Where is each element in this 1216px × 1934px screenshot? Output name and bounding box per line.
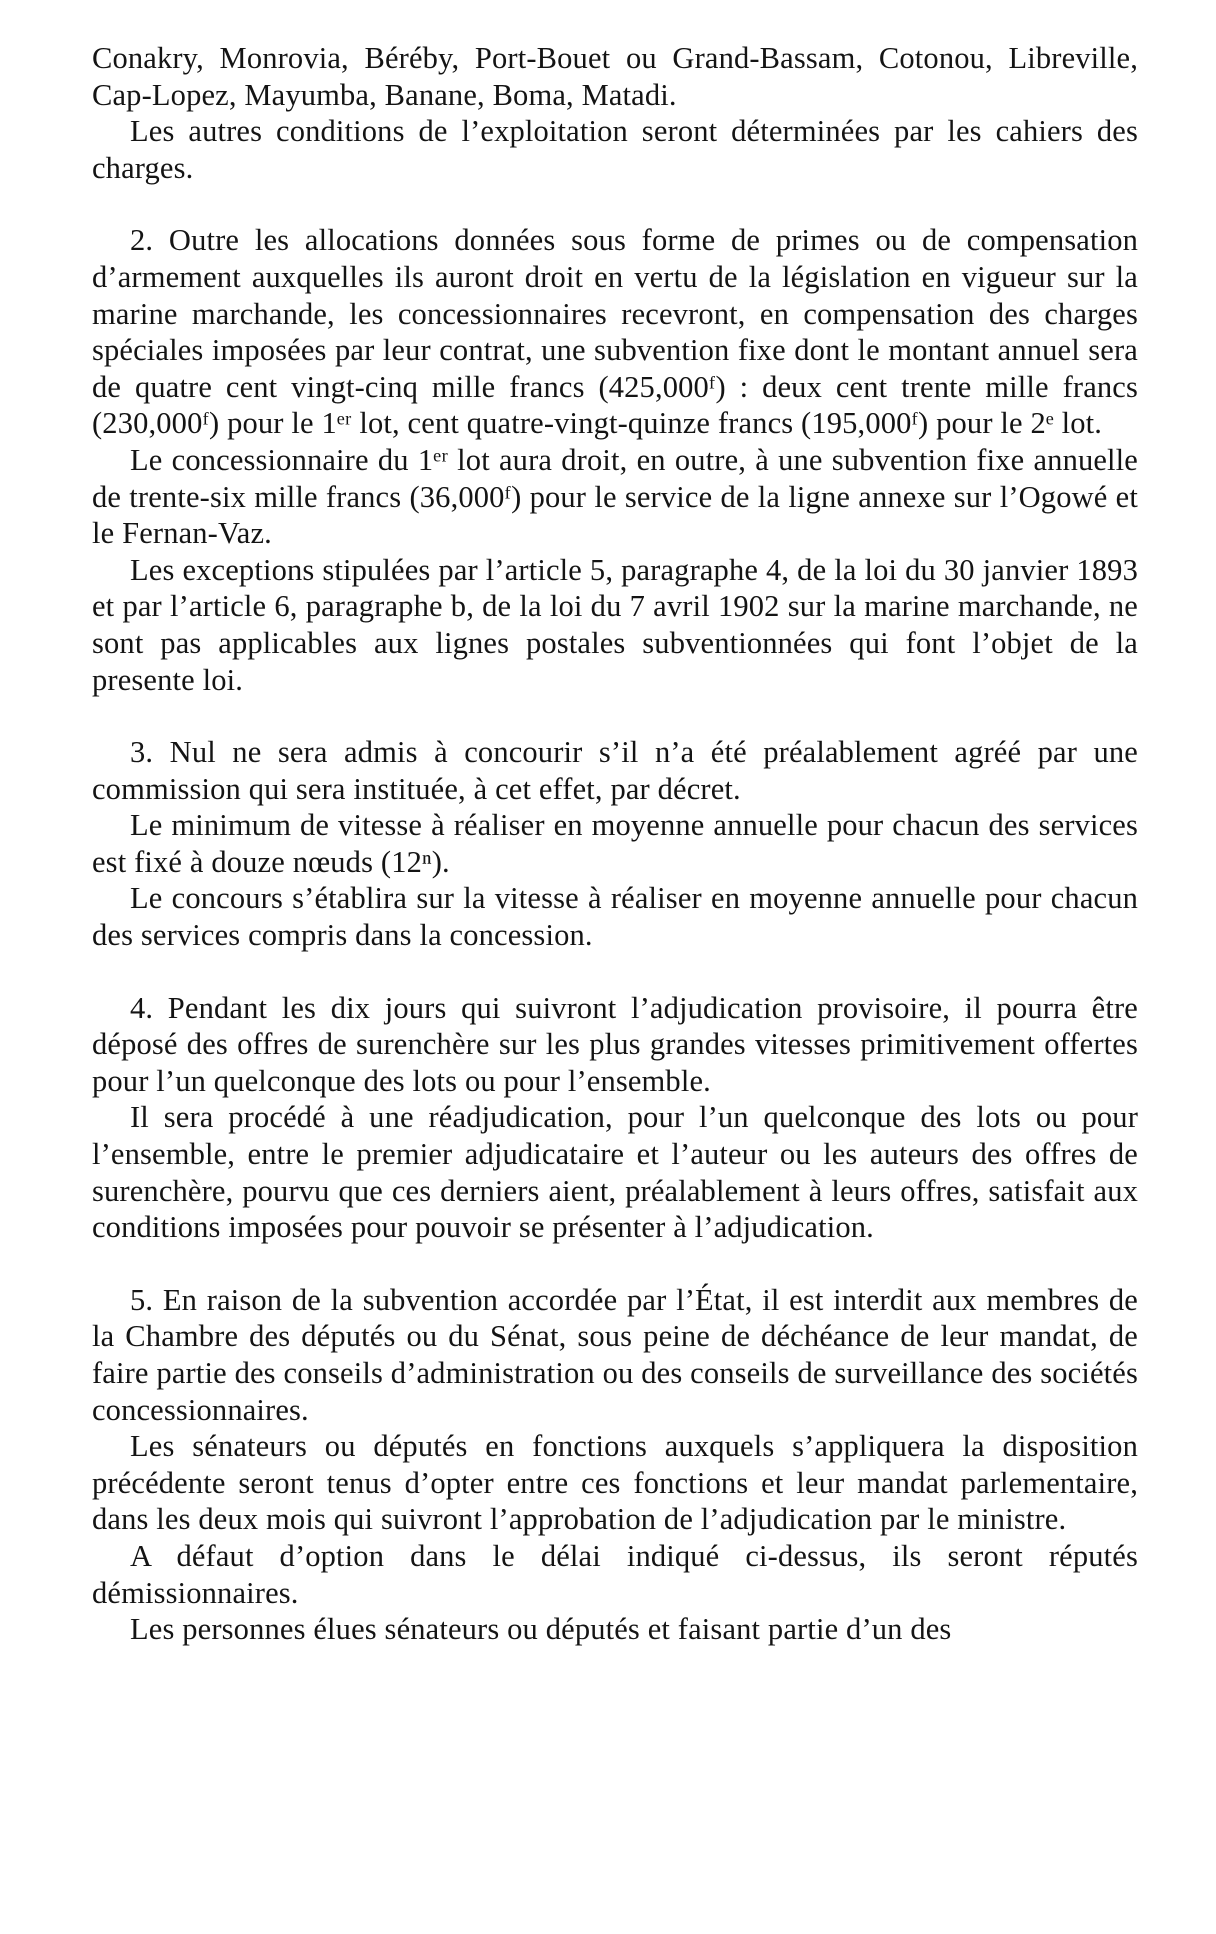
paragraph-article-2: 2. Outre les allocations données sous forme de primes ou de compensation d’armement auxquelles ils auront droit en vertu de la législation en vigueur sur la marine marchande, les concessionnaires recevront, en compensation des charges spéciales imposées par leur contrat, une subvention fixe dont le montant annuel sera de quatre cent vingt-cinq mille francs (425,000ᶠ) : deux cent trente mille francs (230,000ᶠ) pour le 1ᵉʳ lot, cent quatre-vingt-quinze francs (195,000ᶠ) pour le 2ᵉ lot.	[92, 223, 1138, 441]
paragraph-article-5: 5. En raison de la subvention accordée par l’État, il est interdit aux membres de la Chambre des députés ou du Sénat, sous peine de déchéance de leur mandat, de faire partie des conseils d’administration ou des conseils de surveillance des sociétés concessionnaires.	[92, 1282, 1138, 1427]
paragraph-ogowe-subvention: Le concessionnaire du 1ᵉʳ lot aura droit, en outre, à une subvention fixe annuelle de trente-six mille francs (36,000ᶠ) pour le service de la ligne annexe sur l’Ogowé et le Fernan-Vaz.	[92, 442, 1138, 551]
paragraph-cities: Conakry, Monrovia, Béréby, Port-Bouet ou Grand-Bassam, Cotonou, Libreville, Cap-Lopez, Mayumba, Banane, Boma, Matadi.	[92, 41, 1138, 112]
document-page	[92, 40, 1138, 1648]
paragraph-minimum-vitesse: Le minimum de vitesse à réaliser en moyenne annuelle pour chacun des services est fixé à douze nœuds (12ⁿ).	[92, 808, 1138, 879]
paragraph-readjudication: Il sera procédé à une réadjudication, pour l’un quelconque des lots ou pour l’ensemble, entre le premier adjudicataire et l’auteur ou les auteurs des offres de surenchère, pourvu que ces derniers aient, préalablement à leurs offres, satisfait aux conditions imposées pour pouvoir se présenter à l’adjudication.	[92, 1100, 1138, 1245]
paragraph-defaut-option: A défaut d’option dans le délai indiqué ci-dessus, ils seront réputés démissionnaires.	[92, 1538, 1138, 1610]
paragraph-senateurs-deputes: Les sénateurs ou députés en fonctions auxquels s’appliquera la disposition précédente seront tenus d’opter entre ces fonctions et leur mandat parlementaire, dans les deux mois qui suivront l’approbation de l’adjudication par le ministre.	[92, 1429, 1138, 1537]
paragraph-article-4: 4. Pendant les dix jours qui suivront l’adjudication provisoire, il pourra être déposé des offres de surenchère sur les plus grandes vitesses primitivement offertes pour l’un quelconque des lots ou pour l’ensemble.	[92, 990, 1138, 1098]
paragraph-personnes-elues: Les personnes élues sénateurs ou députés et faisant partie d’un des	[130, 1612, 952, 1647]
paragraph-article-3: 3. Nul ne sera admis à concourir s’il n’a été préalablement agréé par une commission qui sera instituée, à cet effet, par décret.	[92, 735, 1138, 806]
paragraph-conditions: Les autres conditions de l’exploitation seront déterminées par les cahiers des charges.	[92, 114, 1138, 185]
paragraph-concours: Le concours s’établira sur la vitesse à réaliser en moyenne annuelle pour chacun des services compris dans la concession.	[92, 881, 1138, 953]
paragraph-exceptions: Les exceptions stipulées par l’article 5, paragraphe 4, de la loi du 30 janvier 1893 et par l’article 6, paragraphe b, de la loi du 7 avril 1902 sur la marine marchande, ne sont pas applicables aux lignes postales subventionnées qui font l’objet de la presente loi.	[92, 552, 1138, 697]
